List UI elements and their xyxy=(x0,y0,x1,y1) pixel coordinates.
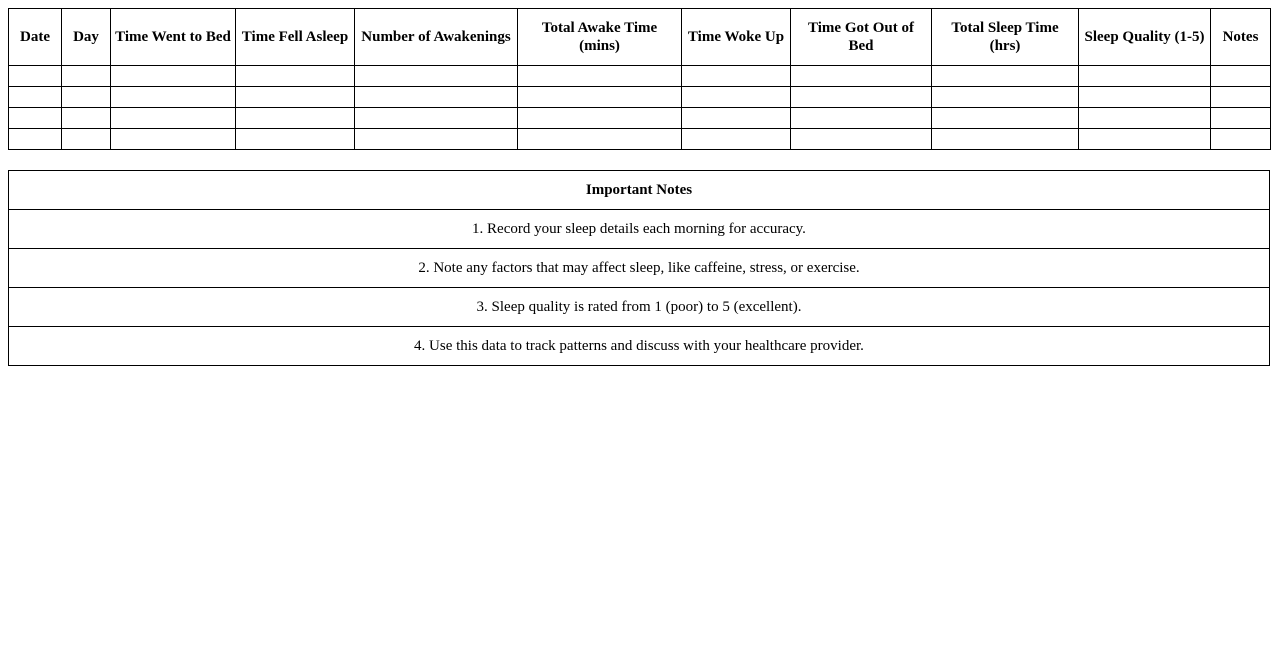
column-header-number-of-awakenings: Number of Awakenings xyxy=(355,9,518,66)
table-cell xyxy=(9,108,62,129)
column-header-time-woke-up: Time Woke Up xyxy=(682,9,791,66)
table-row xyxy=(9,108,1271,129)
table-cell xyxy=(682,66,791,87)
table-cell xyxy=(1211,129,1271,150)
table-cell xyxy=(9,66,62,87)
note-row xyxy=(9,249,1270,288)
note-row xyxy=(9,288,1270,327)
table-cell xyxy=(791,129,932,150)
column-header-notes: Notes xyxy=(1211,9,1271,66)
note-item-4: 4. Use this data to track patterns and discuss with your healthcare provider. xyxy=(9,327,1270,366)
page xyxy=(8,8,1270,366)
table-cell xyxy=(236,87,355,108)
table-cell xyxy=(236,108,355,129)
column-header-total-awake-time: Total Awake Time (mins) xyxy=(518,9,682,66)
table-cell xyxy=(1211,108,1271,129)
sleep-log-header-row xyxy=(9,9,1271,66)
column-header-time-went-to-bed: Time Went to Bed xyxy=(111,9,236,66)
table-cell xyxy=(1079,108,1211,129)
table-cell xyxy=(518,66,682,87)
table-cell xyxy=(1079,129,1211,150)
table-cell xyxy=(62,66,111,87)
notes-header-row xyxy=(9,171,1270,210)
table-cell xyxy=(236,129,355,150)
sleep-log-body xyxy=(9,66,1271,150)
column-header-time-fell-asleep: Time Fell Asleep xyxy=(236,9,355,66)
table-cell xyxy=(932,87,1079,108)
sleep-log-table xyxy=(8,8,1271,150)
note-item-3: 3. Sleep quality is rated from 1 (poor) to 5 (excellent). xyxy=(9,288,1270,327)
table-cell xyxy=(518,87,682,108)
table-cell xyxy=(62,87,111,108)
table-cell xyxy=(9,87,62,108)
table-cell xyxy=(682,129,791,150)
table-cell xyxy=(791,66,932,87)
table-cell xyxy=(518,108,682,129)
table-cell xyxy=(682,87,791,108)
table-cell xyxy=(355,108,518,129)
column-header-time-got-out-of-bed: Time Got Out of Bed xyxy=(791,9,932,66)
column-header-sleep-quality: Sleep Quality (1-5) xyxy=(1079,9,1211,66)
table-row xyxy=(9,66,1271,87)
column-header-total-sleep-time: Total Sleep Time (hrs) xyxy=(932,9,1079,66)
note-row xyxy=(9,327,1270,366)
table-cell xyxy=(1079,66,1211,87)
table-cell xyxy=(932,66,1079,87)
table-row xyxy=(9,87,1271,108)
column-header-date: Date xyxy=(9,9,62,66)
table-cell xyxy=(62,108,111,129)
table-cell xyxy=(236,66,355,87)
table-cell xyxy=(355,87,518,108)
note-item-2: 2. Note any factors that may affect sleep, like caffeine, stress, or exercise. xyxy=(9,249,1270,288)
table-cell xyxy=(355,129,518,150)
table-cell xyxy=(9,129,62,150)
table-cell xyxy=(932,108,1079,129)
table-cell xyxy=(1211,87,1271,108)
table-cell xyxy=(111,108,236,129)
table-row xyxy=(9,129,1271,150)
important-notes-table xyxy=(8,170,1270,366)
table-cell xyxy=(355,66,518,87)
table-cell xyxy=(932,129,1079,150)
column-header-day: Day xyxy=(62,9,111,66)
table-cell xyxy=(1211,66,1271,87)
table-cell xyxy=(791,87,932,108)
note-row xyxy=(9,210,1270,249)
table-cell xyxy=(682,108,791,129)
table-cell xyxy=(111,129,236,150)
table-cell xyxy=(111,87,236,108)
table-cell xyxy=(1079,87,1211,108)
table-cell xyxy=(518,129,682,150)
notes-title: Important Notes xyxy=(9,171,1270,210)
table-cell xyxy=(62,129,111,150)
table-cell xyxy=(111,66,236,87)
table-cell xyxy=(791,108,932,129)
note-item-1: 1. Record your sleep details each morning for accuracy. xyxy=(9,210,1270,249)
